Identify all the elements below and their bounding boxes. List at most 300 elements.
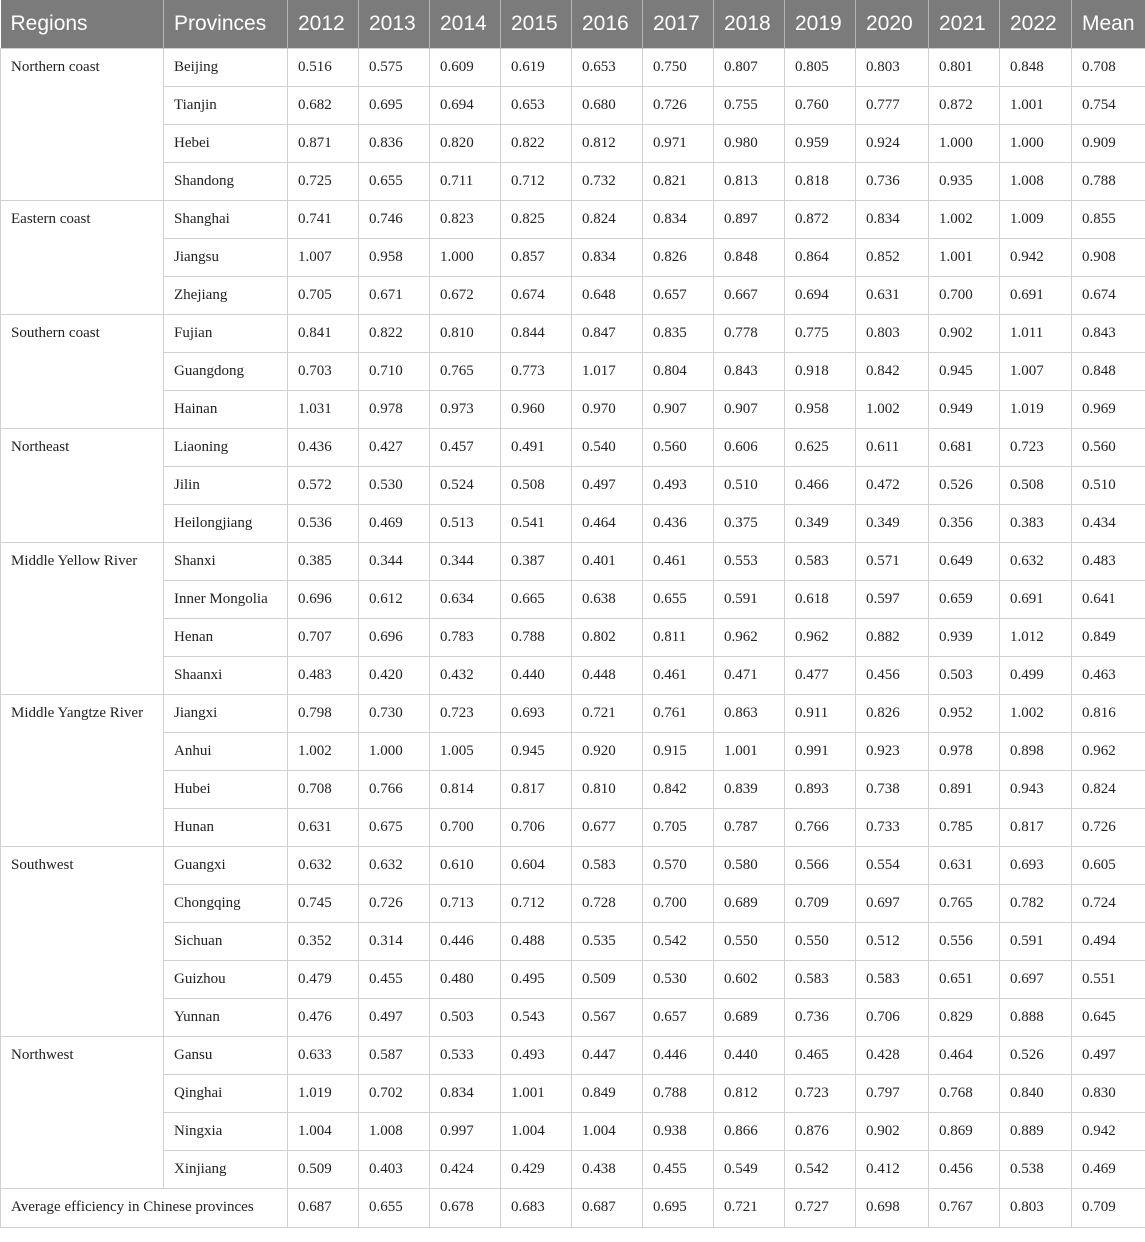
table-row bbox=[1, 694, 1145, 732]
value-cell: 0.857 bbox=[501, 238, 572, 276]
value-cell: 1.000 bbox=[430, 238, 501, 276]
value-cell: 0.412 bbox=[856, 1150, 929, 1188]
value-cell: 1.031 bbox=[288, 390, 359, 428]
value-cell: 0.536 bbox=[288, 504, 359, 542]
value-cell: 0.766 bbox=[359, 770, 430, 808]
value-cell: 0.554 bbox=[856, 846, 929, 884]
value-cell: 0.694 bbox=[430, 86, 501, 124]
value-cell: 0.667 bbox=[714, 276, 785, 314]
value-cell: 0.530 bbox=[359, 466, 430, 504]
value-cell: 0.682 bbox=[288, 86, 359, 124]
province-cell: Jiangsu bbox=[164, 238, 288, 276]
province-cell: Xinjiang bbox=[164, 1150, 288, 1188]
value-cell: 0.428 bbox=[856, 1036, 929, 1074]
value-cell: 0.509 bbox=[572, 960, 643, 998]
value-cell: 0.869 bbox=[929, 1112, 1000, 1150]
value-cell: 1.002 bbox=[929, 200, 1000, 238]
column-header: 2015 bbox=[501, 0, 572, 48]
value-cell: 0.783 bbox=[430, 618, 501, 656]
value-cell: 0.746 bbox=[359, 200, 430, 238]
value-cell: 0.942 bbox=[1000, 238, 1072, 276]
value-cell: 0.813 bbox=[714, 162, 785, 200]
table-row bbox=[1, 1150, 1145, 1188]
value-cell: 0.495 bbox=[501, 960, 572, 998]
table-row bbox=[1, 656, 1145, 694]
value-cell: 0.898 bbox=[1000, 732, 1072, 770]
value-cell: 0.723 bbox=[430, 694, 501, 732]
value-cell: 0.387 bbox=[501, 542, 572, 580]
value-cell: 0.829 bbox=[929, 998, 1000, 1036]
value-cell: 0.526 bbox=[1000, 1036, 1072, 1074]
value-cell: 0.436 bbox=[643, 504, 714, 542]
table-row bbox=[1, 352, 1145, 390]
value-cell: 0.674 bbox=[501, 276, 572, 314]
value-cell: 0.649 bbox=[929, 542, 1000, 580]
value-cell: 0.839 bbox=[714, 770, 785, 808]
value-cell: 0.499 bbox=[1000, 656, 1072, 694]
value-cell: 0.962 bbox=[714, 618, 785, 656]
region-cell: Northwest bbox=[1, 1036, 164, 1188]
value-cell: 0.448 bbox=[572, 656, 643, 694]
province-cell: Henan bbox=[164, 618, 288, 656]
value-cell: 0.447 bbox=[572, 1036, 643, 1074]
value-cell: 0.803 bbox=[856, 48, 929, 86]
value-cell: 0.962 bbox=[1072, 732, 1145, 770]
average-value-cell: 0.721 bbox=[714, 1188, 785, 1227]
value-cell: 0.618 bbox=[785, 580, 856, 618]
value-cell: 0.634 bbox=[430, 580, 501, 618]
value-cell: 0.970 bbox=[572, 390, 643, 428]
average-value-cell: 0.687 bbox=[288, 1188, 359, 1227]
value-cell: 0.909 bbox=[1072, 124, 1145, 162]
value-cell: 0.726 bbox=[359, 884, 430, 922]
value-cell: 0.665 bbox=[501, 580, 572, 618]
value-cell: 0.782 bbox=[1000, 884, 1072, 922]
table-row bbox=[1, 1036, 1145, 1074]
table-row bbox=[1, 998, 1145, 1036]
table-row bbox=[1, 732, 1145, 770]
value-cell: 0.852 bbox=[856, 238, 929, 276]
value-cell: 0.542 bbox=[785, 1150, 856, 1188]
value-cell: 0.978 bbox=[929, 732, 1000, 770]
value-cell: 0.516 bbox=[288, 48, 359, 86]
value-cell: 0.583 bbox=[785, 960, 856, 998]
region-cell: Southwest bbox=[1, 846, 164, 1036]
value-cell: 0.632 bbox=[1000, 542, 1072, 580]
value-cell: 0.897 bbox=[714, 200, 785, 238]
value-cell: 1.001 bbox=[501, 1074, 572, 1112]
value-cell: 1.001 bbox=[929, 238, 1000, 276]
province-cell: Zhejiang bbox=[164, 276, 288, 314]
province-cell: Sichuan bbox=[164, 922, 288, 960]
value-cell: 0.508 bbox=[1000, 466, 1072, 504]
value-cell: 0.344 bbox=[430, 542, 501, 580]
value-cell: 0.457 bbox=[430, 428, 501, 466]
value-cell: 0.843 bbox=[714, 352, 785, 390]
value-cell: 0.817 bbox=[501, 770, 572, 808]
value-cell: 0.920 bbox=[572, 732, 643, 770]
value-cell: 1.008 bbox=[1000, 162, 1072, 200]
value-cell: 0.696 bbox=[288, 580, 359, 618]
value-cell: 0.765 bbox=[430, 352, 501, 390]
value-cell: 0.641 bbox=[1072, 580, 1145, 618]
average-value-cell: 0.655 bbox=[359, 1188, 430, 1227]
value-cell: 0.653 bbox=[572, 48, 643, 86]
value-cell: 0.580 bbox=[714, 846, 785, 884]
column-header: 2018 bbox=[714, 0, 785, 48]
value-cell: 0.848 bbox=[1000, 48, 1072, 86]
value-cell: 0.609 bbox=[430, 48, 501, 86]
value-cell: 0.471 bbox=[714, 656, 785, 694]
value-cell: 0.560 bbox=[643, 428, 714, 466]
value-cell: 0.512 bbox=[856, 922, 929, 960]
value-cell: 0.509 bbox=[288, 1150, 359, 1188]
value-cell: 0.648 bbox=[572, 276, 643, 314]
value-cell: 0.510 bbox=[714, 466, 785, 504]
value-cell: 0.455 bbox=[359, 960, 430, 998]
value-cell: 0.942 bbox=[1072, 1112, 1145, 1150]
value-cell: 0.694 bbox=[785, 276, 856, 314]
value-cell: 0.962 bbox=[785, 618, 856, 656]
province-cell: Anhui bbox=[164, 732, 288, 770]
value-cell: 0.349 bbox=[856, 504, 929, 542]
average-value-cell: 0.683 bbox=[501, 1188, 572, 1227]
value-cell: 0.352 bbox=[288, 922, 359, 960]
value-cell: 0.677 bbox=[572, 808, 643, 846]
column-header: 2017 bbox=[643, 0, 714, 48]
value-cell: 0.349 bbox=[785, 504, 856, 542]
value-cell: 0.655 bbox=[359, 162, 430, 200]
value-cell: 0.356 bbox=[929, 504, 1000, 542]
value-cell: 0.725 bbox=[288, 162, 359, 200]
value-cell: 0.882 bbox=[856, 618, 929, 656]
value-cell: 0.814 bbox=[430, 770, 501, 808]
value-cell: 0.822 bbox=[359, 314, 430, 352]
table-row bbox=[1, 922, 1145, 960]
value-cell: 0.456 bbox=[929, 1150, 1000, 1188]
value-cell: 0.745 bbox=[288, 884, 359, 922]
value-cell: 0.863 bbox=[714, 694, 785, 732]
value-cell: 0.625 bbox=[785, 428, 856, 466]
value-cell: 1.004 bbox=[288, 1112, 359, 1150]
value-cell: 0.587 bbox=[359, 1036, 430, 1074]
value-cell: 0.726 bbox=[643, 86, 714, 124]
province-cell: Gansu bbox=[164, 1036, 288, 1074]
value-cell: 0.750 bbox=[643, 48, 714, 86]
value-cell: 1.002 bbox=[288, 732, 359, 770]
value-cell: 0.540 bbox=[572, 428, 643, 466]
value-cell: 0.503 bbox=[929, 656, 1000, 694]
value-cell: 0.709 bbox=[785, 884, 856, 922]
value-cell: 0.732 bbox=[572, 162, 643, 200]
value-cell: 0.736 bbox=[856, 162, 929, 200]
value-cell: 0.971 bbox=[643, 124, 714, 162]
value-cell: 0.631 bbox=[288, 808, 359, 846]
value-cell: 0.864 bbox=[785, 238, 856, 276]
value-cell: 0.811 bbox=[643, 618, 714, 656]
table-row bbox=[1, 200, 1145, 238]
value-cell: 0.619 bbox=[501, 48, 572, 86]
value-cell: 1.007 bbox=[288, 238, 359, 276]
value-cell: 0.427 bbox=[359, 428, 430, 466]
value-cell: 1.011 bbox=[1000, 314, 1072, 352]
value-cell: 0.550 bbox=[785, 922, 856, 960]
value-cell: 0.754 bbox=[1072, 86, 1145, 124]
value-cell: 0.840 bbox=[1000, 1074, 1072, 1112]
value-cell: 0.591 bbox=[714, 580, 785, 618]
value-cell: 0.429 bbox=[501, 1150, 572, 1188]
header-row bbox=[1, 0, 1145, 48]
value-cell: 0.812 bbox=[714, 1074, 785, 1112]
value-cell: 0.420 bbox=[359, 656, 430, 694]
value-cell: 0.524 bbox=[430, 466, 501, 504]
value-cell: 0.710 bbox=[359, 352, 430, 390]
table-row bbox=[1, 238, 1145, 276]
value-cell: 0.703 bbox=[288, 352, 359, 390]
value-cell: 0.918 bbox=[785, 352, 856, 390]
value-cell: 0.566 bbox=[785, 846, 856, 884]
value-cell: 0.480 bbox=[430, 960, 501, 998]
value-cell: 1.017 bbox=[572, 352, 643, 390]
value-cell: 0.907 bbox=[643, 390, 714, 428]
value-cell: 0.695 bbox=[359, 86, 430, 124]
province-cell: Qinghai bbox=[164, 1074, 288, 1112]
value-cell: 0.801 bbox=[929, 48, 1000, 86]
value-cell: 0.712 bbox=[501, 162, 572, 200]
value-cell: 0.438 bbox=[572, 1150, 643, 1188]
value-cell: 0.812 bbox=[572, 124, 643, 162]
value-cell: 0.631 bbox=[856, 276, 929, 314]
value-cell: 0.958 bbox=[359, 238, 430, 276]
value-cell: 0.820 bbox=[430, 124, 501, 162]
value-cell: 0.777 bbox=[856, 86, 929, 124]
value-cell: 0.939 bbox=[929, 618, 1000, 656]
value-cell: 0.741 bbox=[288, 200, 359, 238]
value-cell: 0.943 bbox=[1000, 770, 1072, 808]
value-cell: 0.497 bbox=[359, 998, 430, 1036]
value-cell: 0.705 bbox=[643, 808, 714, 846]
value-cell: 0.978 bbox=[359, 390, 430, 428]
value-cell: 0.597 bbox=[856, 580, 929, 618]
value-cell: 1.019 bbox=[288, 1074, 359, 1112]
table-row bbox=[1, 542, 1145, 580]
value-cell: 0.477 bbox=[785, 656, 856, 694]
value-cell: 0.493 bbox=[643, 466, 714, 504]
province-cell: Beijing bbox=[164, 48, 288, 86]
value-cell: 0.461 bbox=[643, 542, 714, 580]
value-cell: 0.908 bbox=[1072, 238, 1145, 276]
average-label: Average efficiency in Chinese provinces bbox=[1, 1188, 288, 1227]
value-cell: 0.755 bbox=[714, 86, 785, 124]
value-cell: 1.002 bbox=[856, 390, 929, 428]
value-cell: 0.567 bbox=[572, 998, 643, 1036]
value-cell: 0.830 bbox=[1072, 1074, 1145, 1112]
average-value-cell: 0.687 bbox=[572, 1188, 643, 1227]
value-cell: 0.841 bbox=[288, 314, 359, 352]
value-cell: 0.610 bbox=[430, 846, 501, 884]
table-row bbox=[1, 1074, 1145, 1112]
value-cell: 0.778 bbox=[714, 314, 785, 352]
value-cell: 0.969 bbox=[1072, 390, 1145, 428]
value-cell: 0.551 bbox=[1072, 960, 1145, 998]
value-cell: 0.483 bbox=[1072, 542, 1145, 580]
table-row bbox=[1, 884, 1145, 922]
province-cell: Guizhou bbox=[164, 960, 288, 998]
value-cell: 0.697 bbox=[856, 884, 929, 922]
value-cell: 0.822 bbox=[501, 124, 572, 162]
value-cell: 0.497 bbox=[572, 466, 643, 504]
region-cell: Middle Yangtze River bbox=[1, 694, 164, 846]
value-cell: 0.938 bbox=[643, 1112, 714, 1150]
value-cell: 0.464 bbox=[929, 1036, 1000, 1074]
value-cell: 0.997 bbox=[430, 1112, 501, 1150]
value-cell: 0.583 bbox=[856, 960, 929, 998]
table-row bbox=[1, 960, 1145, 998]
value-cell: 0.700 bbox=[929, 276, 1000, 314]
table-row bbox=[1, 276, 1145, 314]
value-cell: 0.726 bbox=[1072, 808, 1145, 846]
value-cell: 1.004 bbox=[572, 1112, 643, 1150]
province-cell: Yunnan bbox=[164, 998, 288, 1036]
column-header: 2020 bbox=[856, 0, 929, 48]
column-header: 2013 bbox=[359, 0, 430, 48]
value-cell: 0.440 bbox=[501, 656, 572, 694]
value-cell: 0.465 bbox=[785, 1036, 856, 1074]
value-cell: 0.463 bbox=[1072, 656, 1145, 694]
value-cell: 0.541 bbox=[501, 504, 572, 542]
region-cell: Northern coast bbox=[1, 48, 164, 200]
value-cell: 0.672 bbox=[430, 276, 501, 314]
province-cell: Liaoning bbox=[164, 428, 288, 466]
value-cell: 0.497 bbox=[1072, 1036, 1145, 1074]
value-cell: 1.002 bbox=[1000, 694, 1072, 732]
column-header: Provinces bbox=[164, 0, 288, 48]
value-cell: 0.689 bbox=[714, 998, 785, 1036]
value-cell: 0.724 bbox=[1072, 884, 1145, 922]
value-cell: 0.818 bbox=[785, 162, 856, 200]
value-cell: 1.012 bbox=[1000, 618, 1072, 656]
value-cell: 0.834 bbox=[643, 200, 714, 238]
table-row bbox=[1, 808, 1145, 846]
average-value-cell: 0.698 bbox=[856, 1188, 929, 1227]
value-cell: 0.344 bbox=[359, 542, 430, 580]
column-header: 2016 bbox=[572, 0, 643, 48]
table-row bbox=[1, 124, 1145, 162]
value-cell: 0.651 bbox=[929, 960, 1000, 998]
value-cell: 0.606 bbox=[714, 428, 785, 466]
value-cell: 0.604 bbox=[501, 846, 572, 884]
value-cell: 0.469 bbox=[1072, 1150, 1145, 1188]
value-cell: 0.888 bbox=[1000, 998, 1072, 1036]
value-cell: 0.700 bbox=[430, 808, 501, 846]
table-row bbox=[1, 1112, 1145, 1150]
value-cell: 0.488 bbox=[501, 922, 572, 960]
region-cell: Southern coast bbox=[1, 314, 164, 428]
value-cell: 1.000 bbox=[359, 732, 430, 770]
value-cell: 0.571 bbox=[856, 542, 929, 580]
average-value-cell: 0.709 bbox=[1072, 1188, 1145, 1227]
value-cell: 0.469 bbox=[359, 504, 430, 542]
value-cell: 0.787 bbox=[714, 808, 785, 846]
table-row bbox=[1, 770, 1145, 808]
value-cell: 0.491 bbox=[501, 428, 572, 466]
value-cell: 0.893 bbox=[785, 770, 856, 808]
value-cell: 0.817 bbox=[1000, 808, 1072, 846]
value-cell: 0.631 bbox=[929, 846, 1000, 884]
province-cell: Inner Mongolia bbox=[164, 580, 288, 618]
value-cell: 0.823 bbox=[430, 200, 501, 238]
value-cell: 0.834 bbox=[430, 1074, 501, 1112]
value-cell: 0.611 bbox=[856, 428, 929, 466]
value-cell: 0.849 bbox=[572, 1074, 643, 1112]
value-cell: 0.424 bbox=[430, 1150, 501, 1188]
value-cell: 0.713 bbox=[430, 884, 501, 922]
column-header: 2014 bbox=[430, 0, 501, 48]
table-row bbox=[1, 162, 1145, 200]
value-cell: 0.533 bbox=[430, 1036, 501, 1074]
value-cell: 0.702 bbox=[359, 1074, 430, 1112]
average-row bbox=[1, 1188, 1145, 1227]
province-cell: Hainan bbox=[164, 390, 288, 428]
table-row bbox=[1, 428, 1145, 466]
value-cell: 0.538 bbox=[1000, 1150, 1072, 1188]
value-cell: 0.632 bbox=[288, 846, 359, 884]
value-cell: 0.681 bbox=[929, 428, 1000, 466]
value-cell: 0.526 bbox=[929, 466, 1000, 504]
value-cell: 0.403 bbox=[359, 1150, 430, 1188]
table-row bbox=[1, 314, 1145, 352]
value-cell: 0.706 bbox=[501, 808, 572, 846]
value-cell: 0.907 bbox=[714, 390, 785, 428]
value-cell: 0.980 bbox=[714, 124, 785, 162]
value-cell: 0.959 bbox=[785, 124, 856, 162]
average-value-cell: 0.678 bbox=[430, 1188, 501, 1227]
value-cell: 0.707 bbox=[288, 618, 359, 656]
value-cell: 0.834 bbox=[856, 200, 929, 238]
value-cell: 0.736 bbox=[785, 998, 856, 1036]
province-cell: Hebei bbox=[164, 124, 288, 162]
value-cell: 0.761 bbox=[643, 694, 714, 732]
average-value-cell: 0.803 bbox=[1000, 1188, 1072, 1227]
table-row bbox=[1, 618, 1145, 656]
value-cell: 0.848 bbox=[1072, 352, 1145, 390]
value-cell: 0.821 bbox=[643, 162, 714, 200]
column-header: 2019 bbox=[785, 0, 856, 48]
column-header: 2021 bbox=[929, 0, 1000, 48]
value-cell: 0.693 bbox=[1000, 846, 1072, 884]
value-cell: 0.632 bbox=[359, 846, 430, 884]
value-cell: 0.440 bbox=[714, 1036, 785, 1074]
value-cell: 0.550 bbox=[714, 922, 785, 960]
region-cell: Middle Yellow River bbox=[1, 542, 164, 694]
value-cell: 0.535 bbox=[572, 922, 643, 960]
value-cell: 1.007 bbox=[1000, 352, 1072, 390]
value-cell: 0.513 bbox=[430, 504, 501, 542]
value-cell: 0.633 bbox=[288, 1036, 359, 1074]
value-cell: 0.705 bbox=[288, 276, 359, 314]
table-row bbox=[1, 390, 1145, 428]
value-cell: 0.602 bbox=[714, 960, 785, 998]
value-cell: 0.902 bbox=[929, 314, 1000, 352]
value-cell: 0.612 bbox=[359, 580, 430, 618]
value-cell: 0.575 bbox=[359, 48, 430, 86]
value-cell: 0.479 bbox=[288, 960, 359, 998]
value-cell: 0.891 bbox=[929, 770, 1000, 808]
value-cell: 0.733 bbox=[856, 808, 929, 846]
value-cell: 0.708 bbox=[1072, 48, 1145, 86]
value-cell: 0.826 bbox=[643, 238, 714, 276]
value-cell: 0.434 bbox=[1072, 504, 1145, 542]
